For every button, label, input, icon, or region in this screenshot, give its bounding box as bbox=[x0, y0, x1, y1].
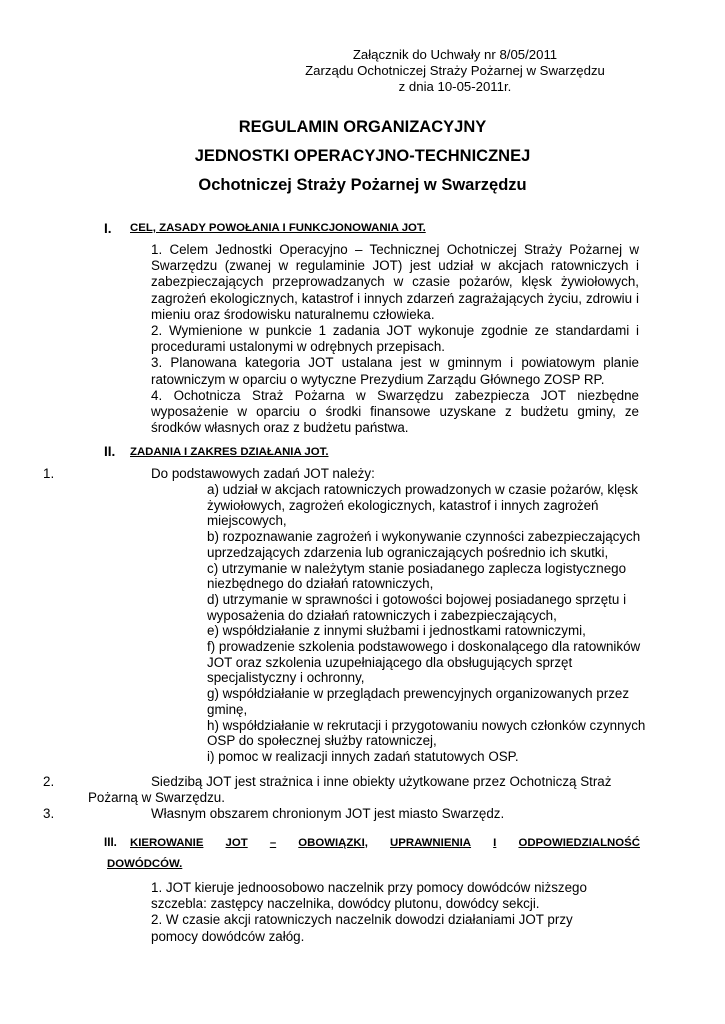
task-d: d) utrzymanie w sprawności i gotowości bojowej posiadanego sprzętu i wyposażenia do działań ratowniczych i zabezpieczających, bbox=[207, 591, 627, 623]
annex-line-3: z dnia 10-05-2011r. bbox=[398, 79, 512, 94]
section-2-number: II. bbox=[104, 444, 116, 459]
section-3-number: III. bbox=[104, 836, 117, 849]
section-1-heading: CEL, ZASADY POWOŁANIA I FUNKCJONOWANIA JOT. bbox=[130, 222, 426, 234]
document-subtitle: JEDNOSTKI OPERACYJNO-TECHNICZNEJ bbox=[194, 147, 531, 165]
section-1-item-1: 1. Celem Jednostki Operacyjno – Technicznej Ochotniczej Straży Pożarnej w Swarzędzu (zwanej w regulaminie JOT) jest udział w akcjach ratowniczych i zabezpieczających przeprowadzanych w czasie pożarów, klęsk żywiołowych, zagrożeń ekologicznych, katastrof i innych zdarzeń zagrażających życiu, zdrowiu i mieniu oraz środowisku naturalnemu człowieka. bbox=[151, 242, 639, 322]
annex-note bbox=[290, 47, 620, 95]
task-g: g) współdziałanie w przeglądach prewencyjnych organizowanych przez gminę, bbox=[207, 686, 630, 717]
section-1-number: I. bbox=[104, 221, 112, 236]
document-title: REGULAMIN ORGANIZACYJNY bbox=[238, 118, 487, 136]
annex-line-1: Załącznik do Uchwały nr 8/05/2011 bbox=[352, 47, 558, 62]
section-3-heading-line-2: DOWÓDCÓW. bbox=[107, 858, 183, 870]
section-2-item-3-text: Własnym obszarem chronionym JOT jest miasto Swarzędz. bbox=[151, 806, 505, 821]
task-c: c) utrzymanie w należytym stanie posiadanego zaplecza logistycznego niezbędnego do działań ratowniczych, bbox=[207, 560, 627, 592]
task-e: e) współdziałanie z innymi służbami i jednostkami ratowniczymi, bbox=[207, 623, 586, 639]
section-3-heading-word: JOT bbox=[225, 837, 248, 849]
section-1-item-4: 4. Ochotnicza Straż Pożarna w Swarzędzu zabezpiecza JOT niezbędne wyposażenie w oparciu o środki finansowe uzyskane z budżetu gminy, ze środków własnych oraz z budżetu państwa. bbox=[151, 387, 639, 436]
section-2-item-2-line-1: Siedzibą JOT jest strażnica i inne obiekty użytkowane przez Ochotniczą Straż bbox=[151, 774, 612, 789]
section-3-heading bbox=[130, 837, 640, 849]
section-1-body bbox=[151, 242, 639, 436]
section-3-heading-word: KIEROWANIE bbox=[130, 837, 204, 849]
section-2-item-1-text: Do podstawowych zadań JOT należy: bbox=[151, 466, 375, 481]
section-2-heading: ZADANIA I ZAKRES DZIAŁANIA JOT. bbox=[130, 446, 329, 458]
section-2-item-2-number: 2. bbox=[43, 774, 55, 789]
section-3-body bbox=[151, 880, 621, 945]
task-b: b) rozpoznawanie zagrożeń i wykonywanie czynności zabezpieczających uprzedzających zdarzenia lub ograniczających pośrednio ich skutki, bbox=[207, 529, 641, 560]
section-3-item-2: 2. W czasie akcji ratowniczych naczelnik dowodzi działaniami JOT przy pomocy dowódców załóg. bbox=[151, 912, 573, 944]
document-subtitle-2: Ochotniczej Straży Pożarnej w Swarzędzu bbox=[198, 176, 527, 194]
section-1-item-3: 3. Planowana kategoria JOT ustalana jest w gminnym i powiatowym planie ratowniczym w oparciu o wytyczne Prezydium Zarządu Głównego ZOSP RP. bbox=[151, 355, 639, 387]
section-3-heading-word: I bbox=[493, 837, 497, 849]
task-a: a) udział w akcjach ratowniczych prowadzonych w czasie pożarów, klęsk żywiołowych, zagrożeń ekologicznych, katastrof i innych zagrożeń miejscowych, bbox=[207, 482, 638, 529]
section-2-item-3-number: 3. bbox=[43, 806, 55, 821]
section-3-heading-word: – bbox=[269, 837, 277, 849]
task-i: i) pomoc w realizacji innych zadań statutowych OSP. bbox=[207, 748, 519, 764]
task-h: h) współdziałanie w rekrutacji i przygotowaniu nowych członków czynnych OSP do społecznej służby ratowniczej, bbox=[207, 717, 646, 749]
section-3-item-1: 1. JOT kieruje jednoosobowo naczelnik przy pomocy dowódców niższego szczebla: zastępcy naczelnika, dowódcy plutonu, dowódcy sekcji. bbox=[151, 880, 587, 912]
section-2-item-1-number: 1. bbox=[43, 466, 55, 481]
section-3-heading-word: UPRAWNIENIA bbox=[390, 837, 472, 849]
section-2-item-2-line-2: Pożarną w Swarzędzu. bbox=[88, 790, 225, 805]
section-3-heading-word: ODPOWIEDZIALNOŚĆ bbox=[518, 837, 640, 849]
section-3-heading-word: OBOWIĄZKI, bbox=[298, 837, 368, 849]
section-2-task-list bbox=[207, 482, 647, 765]
task-f: f) prowadzenie szkolenia podstawowego i doskonalącego dla ratowników JOT oraz szkolenia uzupełniającego dla obsługujących sprzęt specjalistyczny i ochronny, bbox=[207, 639, 641, 686]
section-1-item-2: 2. Wymienione w punkcie 1 zadania JOT wykonuje zgodnie ze standardami i procedurami ustalonymi w odrębnych przepisach. bbox=[151, 323, 639, 355]
annex-line-2: Zarządu Ochotniczej Straży Pożarnej w Swarzędzu bbox=[305, 63, 605, 78]
